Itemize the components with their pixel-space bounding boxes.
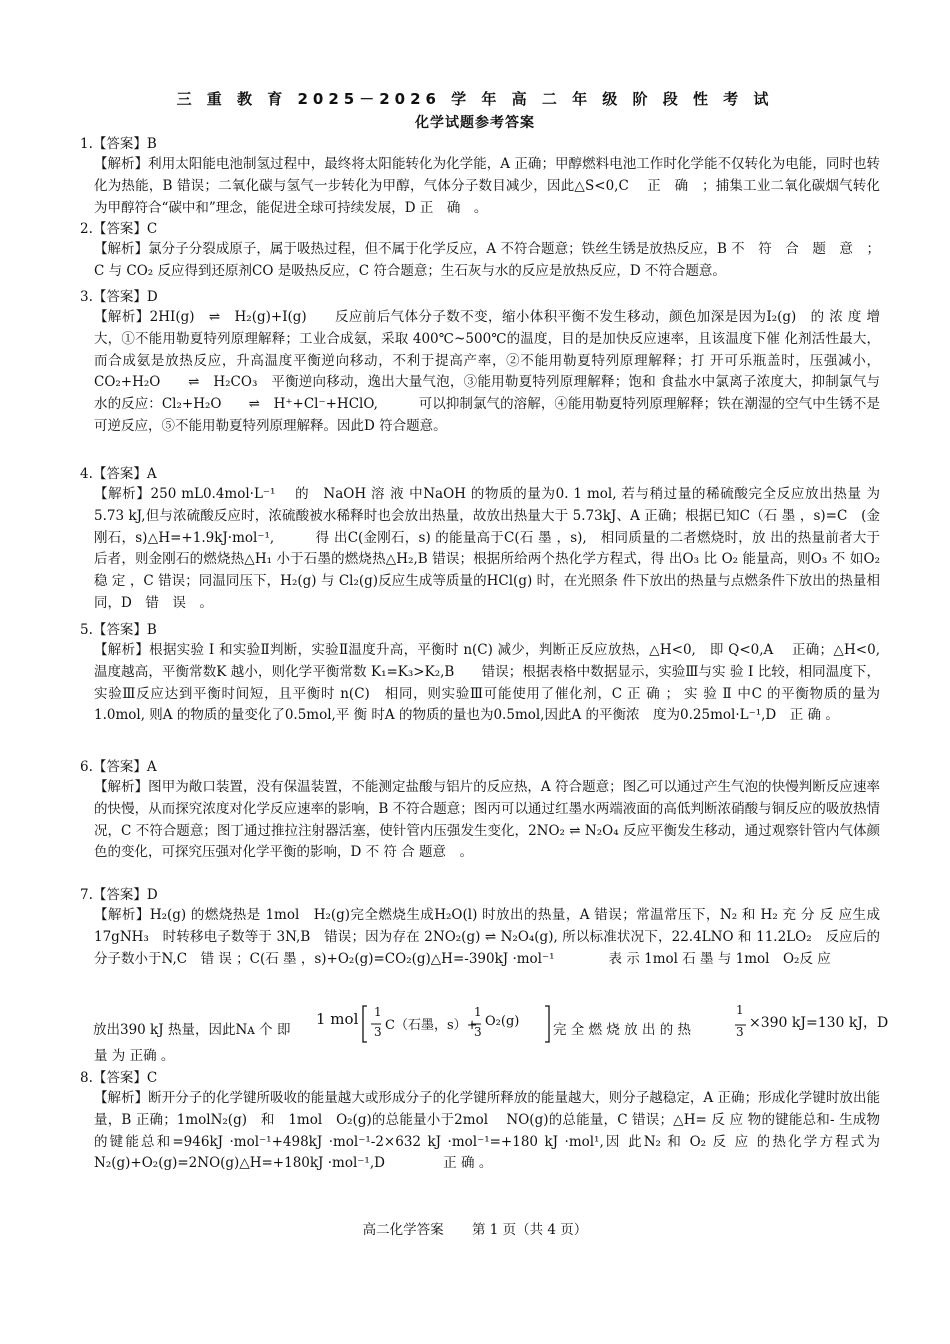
page-subtitle: 化学试题参考答案 (415, 115, 535, 131)
footer-page-number: 第 1 页（共 4 页） (471, 1222, 588, 1238)
answer-line: 2.【答案】C (80, 221, 158, 237)
fraction-denominator: 3 (374, 1025, 382, 1039)
answer-line: 3.【答案】D (80, 289, 158, 305)
question-3 (80, 287, 880, 438)
explanation-continued: 量 为 正确 。 (94, 1048, 175, 1064)
fraction-denominator-2: 3 (474, 1025, 482, 1039)
explanation: 【解析】H₂(g) 的燃烧热是 1mol H₂(g)完全燃烧生成H₂O(l) 时放出的热量，A 错误；常温常压下，N₂ 和 H₂ 充 分 反 应生成17gNH₃ 时转移电子数等于 3N,B 错误；因为存在 2NO₂(g) ⇌ N₂O₄(g), 所以标准状况下，22.4LNO 和 11.2LO₂ 反应后的分子数小于N,C 错 误 ；C(石 墨 ，s)+O₂(g)=CO₂(g)△H=-390kJ ·mol⁻¹ 表 示 1mol 石 墨 与 1mol O₂反 应 (94, 907, 880, 967)
formula-coefficient: 1 mol (316, 1010, 359, 1028)
question-8 (80, 1068, 880, 1175)
q7-formula-line (93, 1003, 889, 1044)
question-7-continued (80, 1046, 880, 1068)
question-2 (80, 219, 880, 283)
explanation: 【解析】根据实验 Ⅰ 和实验Ⅱ判断，实验Ⅱ温度升高，平衡时 n(C) 减少，判断正反应放热，△H<0, 即 Q<0,A 正确；△H<0, 温度越高，平衡常数K 越小，则化学平衡常数 K₁=K₃>K₂,B 错误；根据表格中数据显示，实验Ⅲ与实 验 Ⅰ 比较，相同温度下，实验Ⅲ反应达到平衡时间短，且平衡时 n(C) 相同，则实验Ⅲ可能使用了催化剂，C 正 确 ； 实 验 Ⅱ 中C 的平衡物质的量为1.0mol, 则A 的物质的量变化了0.5mol,平 衡 时A 的物质的量也为0.5mol,因此A 的平衡浓 度为0.25mol·L⁻¹,D 正 确 。 (94, 642, 898, 724)
explanation: 【解析】氯分子分裂成原子，属于吸热过程，但不属于化学反应，A 不符合题意；铁丝生锈是放热反应，B 不 符 合 题 意 ；C 与 CO₂ 反应得到还原剂CO 是吸热反应，C 符合题意；生石灰与水的反应是放热反应，D 不符合题意。 (94, 241, 880, 279)
answer-line: 5.【答案】B (80, 622, 157, 638)
explanation: 【解析】图甲为敞口装置，没有保温装置，不能测定盐酸与铝片的反应热，A 符合题意；图乙可以通过产生气泡的快慢判断反应速率的快慢，从而探究浓度对化学反应速率的影响，B 不符合题意；图丙可以通过红墨水两端液面的高低判断浓硝酸与铜反应的吸放热情况，C 不符合题意；图丁通过推拉注射器活塞，使针管内压强发生变化，2NO₂ ⇌ N₂O₄ 反应平衡发生移动，通过观察针管内气体颜色的变化，可探究压强对化学平衡的影响，D 不 符 合 题意 。 (94, 779, 880, 861)
answer-line: 1.【答案】B (80, 136, 157, 152)
fraction-numerator: 1 (374, 1005, 382, 1019)
page-footer (0, 1218, 950, 1238)
footer-course: 高二化学答案 (362, 1222, 444, 1238)
formula-tail: ×390 kJ=130 kJ，D (749, 1015, 889, 1031)
page-title: 三 重 教 育 2025－2026 学 年 高 二 年 级 阶 段 性 考 试 (176, 90, 774, 108)
question-4 (80, 464, 880, 615)
question-5 (80, 620, 898, 727)
explanation: 【解析】利用太阳能电池制氢过程中，最终将太阳能转化为化学能，A 正确；甲醇燃料电池工作时化学能不仅转化为电能，同时也转化为热能，B 错误；二氧化碳与氢气一步转化为甲醇，气体分子数目减少，因此△S<0,C 正 确 ；捕集工业二氧化碳烟气转化为甲醇符合“碳中和”理念，能促进全球可持续发展，D 正 确 。 (94, 156, 880, 216)
explanation: 【解析】2HI(g) ⇌ H₂(g)+I(g) 反应前后气体分子数不变，缩小体积平衡不发生移动，颜色加深是因为I₂(g) 的 浓 度 增大，①不能用勒夏特列原理解释；工业合成氨，采取 400℃~500℃的温度，目的是加快反应速率，且该温度下催 化剂活性最大，而合成氨是放热反应，升高温度平衡逆向移动，不利于提高产率，②不能用勒夏特列原理解释；打 开可乐瓶盖时，压强减小，CO₂+H₂O ⇌ H₂CO₃ 平衡逆向移动，逸出大量气泡，③能用勒夏特列原理解释；饱和 食盐水中氯离子浓度大，抑制氯气与水的反应：Cl₂+H₂O ⇌ H⁺+Cl⁻+HClO, 可以抑制氯气的溶解，④能用勒夏特列原理解释；铁在潮湿的空气中生锈不是可逆反应，⑤不能用勒夏特列原理解释。因此D 符合题意。 (94, 309, 880, 434)
question-6 (80, 757, 880, 864)
formula-middle-text: 完 全 燃 烧 放 出 的 热 (553, 1022, 692, 1038)
question-7 (80, 885, 880, 970)
answer-line: 7.【答案】D (80, 887, 158, 903)
formula-species-carbon: C（石墨，s）+ (385, 1018, 478, 1033)
fraction-numerator-3: 1 (736, 1003, 744, 1017)
answer-line: 8.【答案】C (80, 1070, 158, 1086)
question-1 (80, 134, 880, 219)
formula-lead: 放出390 kJ 热量，因此Nᴀ 个 即 (93, 1022, 291, 1038)
answer-line: 6.【答案】A (80, 759, 157, 775)
explanation: 【解析】断开分子的化学键所吸收的能量越大或形成分子的化学键所释放的能量越大，则分子越稳定，A 正确；形成化学键时放出能量，B 正确；1molN₂(g) 和 1mol O₂(g)的总能量小于2mol NO(g)的总能量，C 错误；△H= 反 应 物的键能总和- 生成物的键能总和=946kJ ·mol⁻¹+498kJ ·mol⁻¹-2×632 kJ ·mol⁻¹=+180 kJ ·mol¹,因 此N₂ 和 O₂ 反 应 的热化学方程式为N₂(g)+O₂(g)=2NO(g)△H=+180kJ ·mol⁻¹,D 正 确 。 (94, 1090, 880, 1172)
answer-line: 4.【答案】A (80, 466, 157, 482)
fraction-denominator-3: 3 (736, 1025, 744, 1039)
fraction-numerator-2: 1 (474, 1005, 482, 1019)
formula-species-oxygen: O₂(g) (485, 1014, 520, 1029)
explanation: 【解析】250 mL0.4mol·L⁻¹ 的 NaOH 溶 液 中NaOH 的物质的量为0. 1 mol, 若与稍过量的稀硫酸完全反应放出热量 为5.73 kJ,但与浓硫酸反应时，浓硫酸被水稀释时也会放出热量，故放出热量大于 5.73kJ、A 正确；根据已知C（石 墨 ，s)=C (金刚石，s)△H=+1.9kJ·mol⁻¹, 得 出C(金刚石，s) 的能量高于C(石 墨 ，s), 相同质量的二者燃烧时，放 出的热量前者大于后者，则金刚石的燃烧热△H₁ 小于石墨的燃烧热△H₂,B 错误；根据所给两个热化学方程式，得 出O₃ 比 O₂ 能量高，则O₃ 不 如O₂ 稳 定 ，C 错误；同温同压下，H₂(g) 与 Cl₂(g)反应生成等质量的HCl(g) 时，在光照条 件下放出的热量与点燃条件下放出的热量相同，D 错 误 。 (94, 486, 880, 611)
